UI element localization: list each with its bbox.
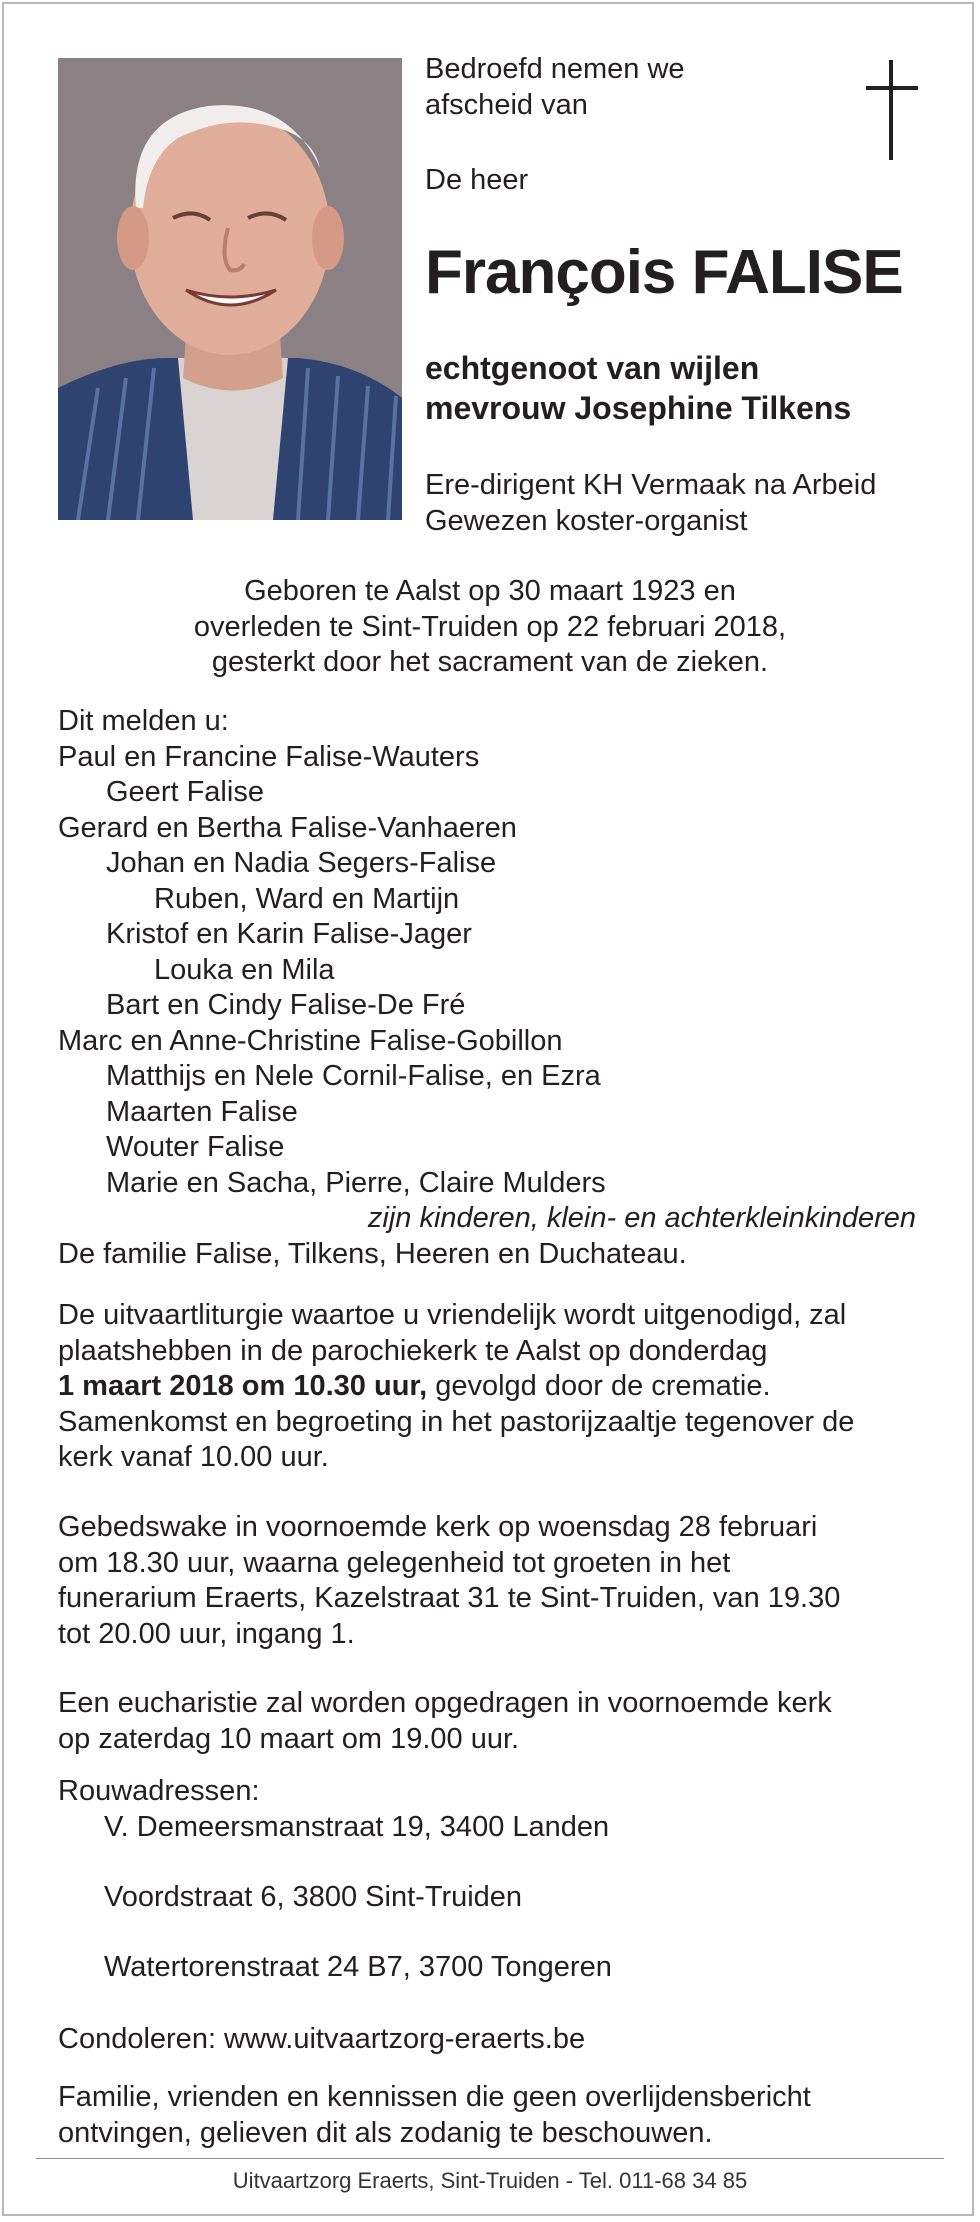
title-line-2: Gewezen koster-organist — [425, 505, 748, 537]
family-line: Johan en Nadia Segers-Falise — [106, 847, 497, 879]
intro-line-2: afscheid van — [425, 89, 588, 121]
title-line-1: Ere-dirigent KH Vermaak na Arbeid — [425, 469, 877, 501]
funeral-date: 1 maart 2018 om 10.30 uur, — [58, 1370, 428, 1402]
portrait-photo — [58, 58, 402, 520]
mass-paragraph — [58, 1686, 938, 1757]
addresses-heading: Rouwadressen: — [58, 1775, 260, 1807]
funeral-line-5: kerk vanaf 10.00 uur. — [58, 1441, 329, 1473]
spouse-info — [425, 348, 851, 428]
intro-line-1: Bedroefd nemen we — [425, 53, 685, 85]
family-relation: zijn kinderen, klein- en achterkleinkinderen — [367, 1202, 916, 1234]
family-line: Marc en Anne-Christine Falise-Gobillon — [58, 1024, 563, 1057]
cross-icon — [862, 58, 922, 162]
condolences-link[interactable]: Condoleren: www.uitvaartzorg-eraerts.be — [58, 2023, 586, 2055]
family-line: Kristof en Karin Falise-Jager — [106, 918, 472, 950]
funeral-line-2: plaatshebben in de parochiekerk te Aalst op donderdag — [58, 1334, 768, 1367]
family-line: Matthijs en Nele Cornil-Falise, en Ezra — [106, 1060, 601, 1092]
funeral-line-3 — [58, 1369, 938, 1405]
wake-line-1: Gebedswake in voornoemde kerk op woensdag 28 februari — [58, 1511, 818, 1543]
wake-line-3: funerarium Eraerts, Kazelstraat 31 te Sint-Truiden, van 19.30 — [58, 1582, 841, 1614]
family-line: Gerard en Bertha Falise-Vanhaeren — [58, 811, 517, 844]
closing-paragraph — [58, 2080, 938, 2151]
birth-info — [0, 574, 980, 681]
family-line: Wouter Falise — [106, 1131, 285, 1163]
address-item: V. Demeersmanstraat 19, 3400 Landen — [104, 1811, 610, 1843]
salutation: De heer — [425, 164, 529, 196]
birth-line-2: overleden te Sint-Truiden op 22 februari 2018, — [193, 610, 787, 643]
wake-line-2: om 18.30 uur, waarna gelegenheid tot groeten in het — [58, 1546, 731, 1579]
family-extended: De familie Falise, Tilkens, Heeren en Duchateau. — [58, 1237, 687, 1270]
closing-line-1: Familie, vrienden en kennissen die geen overlijdensbericht — [58, 2081, 811, 2113]
spouse-line-2: mevrouw Josephine Tilkens — [425, 390, 852, 426]
family-line: Ruben, Ward en Martijn — [154, 882, 460, 915]
family-line: Maarten Falise — [106, 1095, 298, 1128]
address-item: Voordstraat 6, 3800 Sint-Truiden — [104, 1881, 523, 1913]
mass-line-1: Een eucharistie zal worden opgedragen in voornoemde kerk — [58, 1687, 832, 1719]
birth-line-1: Geboren te Aalst op 30 maart 1923 en — [244, 575, 736, 607]
wake-paragraph — [58, 1510, 938, 1652]
birth-line-3: gesterkt door het sacrament van de zieken. — [211, 646, 769, 678]
funeral-line-1: De uitvaartliturgie waartoe u vriendelijk wordt uitgenodigd, zal — [58, 1299, 847, 1331]
family-heading: Dit melden u: — [58, 705, 229, 737]
funeral-paragraph — [58, 1298, 938, 1476]
closing-line-2: ontvingen, gelieven dit als zodanig te beschouwen. — [58, 2116, 713, 2149]
family-line: Marie en Sacha, Pierre, Claire Mulders — [106, 1166, 606, 1199]
mass-line-2: op zaterdag 10 maart om 19.00 uur. — [58, 1722, 520, 1755]
family-line: Louka en Mila — [154, 953, 335, 986]
deceased-name: François FALISE — [425, 238, 903, 307]
footer-divider — [36, 2158, 944, 2159]
family-line: Paul en Francine Falise-Wauters — [58, 740, 480, 773]
spouse-line-1: echtgenoot van wijlen — [425, 350, 760, 386]
wake-line-4: tot 20.00 uur, ingang 1. — [58, 1617, 355, 1650]
address-item: Watertorenstraat 24 B7, 3700 Tongeren — [104, 1951, 612, 1983]
footer-text: Uitvaartzorg Eraerts, Sint-Truiden - Tel. 011-68 34 85 — [232, 2168, 748, 2193]
family-line: Bart en Cindy Falise-De Fré — [106, 989, 466, 1021]
family-line: Geert Falise — [106, 776, 264, 808]
funeral-line-3-rest: gevolgd door de crematie. — [427, 1370, 771, 1402]
family-list — [58, 704, 928, 1272]
funeral-line-4: Samenkomst en begroeting in het pastorijzaaltje tegenover de — [58, 1405, 855, 1438]
